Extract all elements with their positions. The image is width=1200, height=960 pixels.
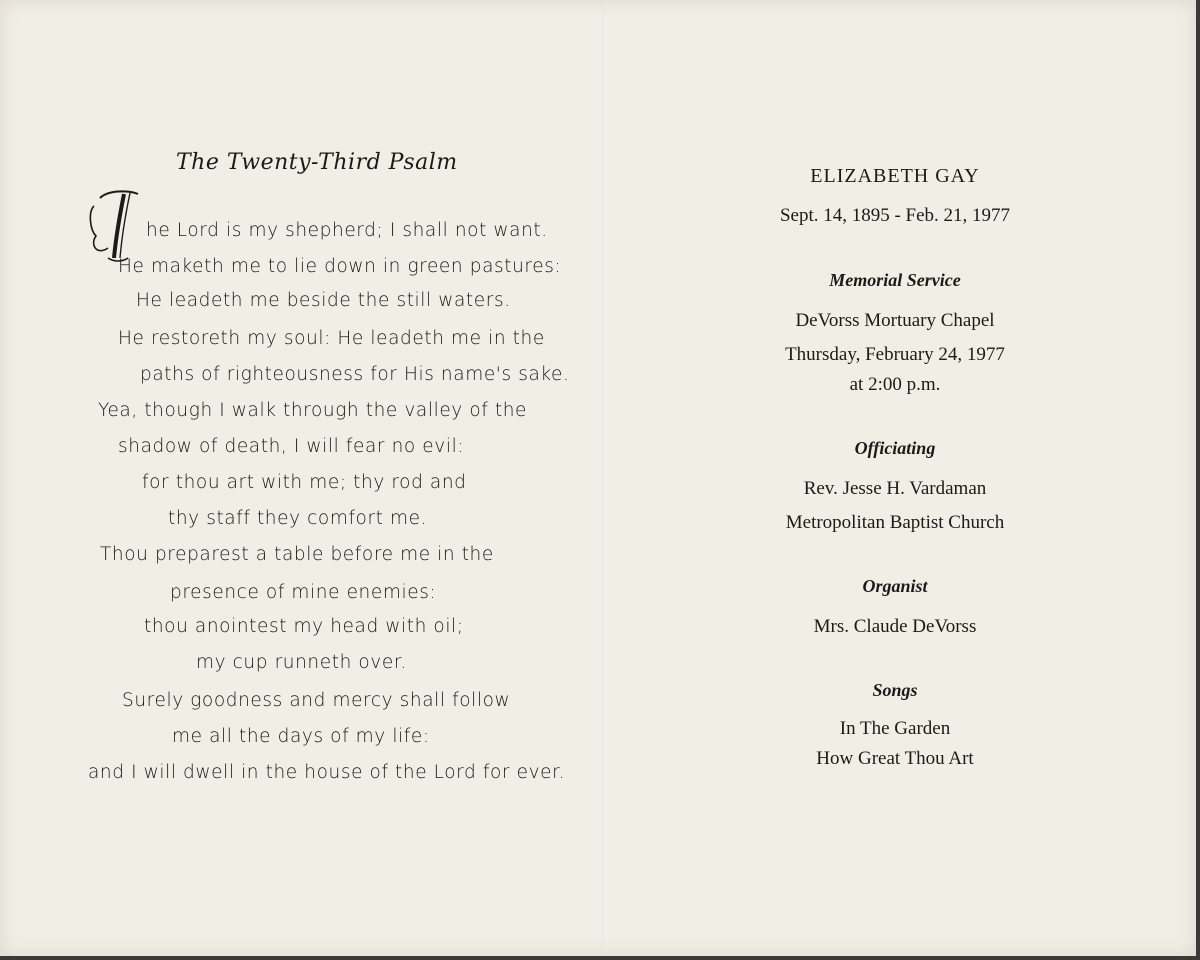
psalm-line-8: for thou art with me; thy rod and [142,472,467,493]
psalm-line-12: thou anointest my head with oil; [144,616,464,637]
psalm-line-7: shadow of death, I will fear no evil: [118,436,465,457]
service-time: at 2:00 p.m. [849,374,941,395]
officiating-heading: Officiating [854,438,936,458]
psalm-line-10: Thou preparest a table before me in the [100,544,494,565]
psalm-title: The Twenty-Third Psalm [176,150,458,175]
psalm-line-4: He restoreth my soul: He leadeth me in the [118,328,545,349]
psalm-line-13: my cup runneth over. [196,652,407,673]
service-location: DeVorss Mortuary Chapel [795,310,995,331]
song-item: In The Garden [839,718,951,739]
psalm-line-6: Yea, though I walk through the valley of the [98,400,528,421]
psalm-line-14: Surely goodness and mercy shall follow [122,690,511,711]
psalm-line-3: He leadeth me beside the still waters. [136,290,511,311]
psalm-line-16: and I will dwell in the house of the Lord for ever. [88,762,566,783]
psalm-line-5: paths of righteousness for His name's sake. [140,364,570,385]
psalm-line-11: presence of mine enemies: [170,582,437,603]
center-fold [603,0,605,956]
song-item: How Great Thou Art [816,748,974,769]
psalm-line-2: He maketh me to lie down in green pastures: [118,256,562,277]
psalm-line-9: thy staff they comfort me. [168,508,428,529]
organist-heading: Organist [862,576,928,596]
church-name: Metropolitan Baptist Church [785,512,1005,533]
organist-name: Mrs. Claude DeVorss [813,616,977,637]
service-heading: Memorial Service [829,270,961,290]
service-date: Thursday, February 24, 1977 [785,344,1005,365]
scan-edge-right [1196,0,1200,960]
life-dates: Sept. 14, 1895 - Feb. 21, 1977 [779,205,1011,226]
officiant-name: Rev. Jesse H. Vardaman [803,478,987,499]
deceased-name: ELIZABETH GAY [810,165,980,187]
drop-cap-letter [86,184,146,264]
songs-heading: Songs [872,680,918,700]
scan-edge-bottom [0,956,1200,960]
psalm-line-1: he Lord is my shepherd; I shall not want. [146,220,548,241]
psalm-line-15: me all the days of my life: [172,726,430,747]
